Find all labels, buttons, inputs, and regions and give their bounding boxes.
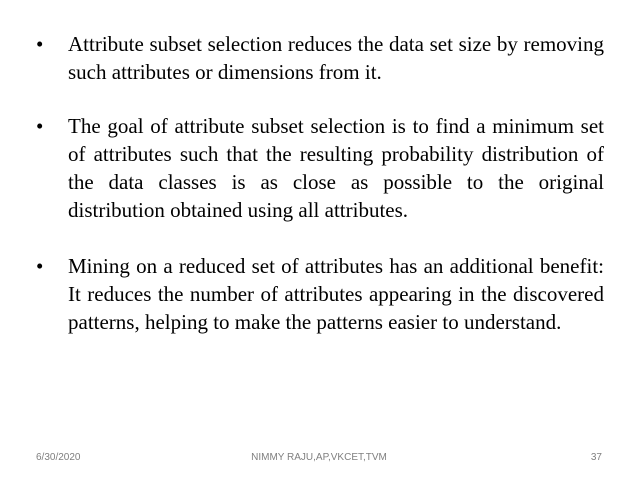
bullet-text: Mining on a reduced set of attributes has an additional benefit: It reduces the number of attributes appearing in the discovered patterns, helping to make the patterns easier to understand.: [68, 254, 604, 334]
bullet-item: [36, 30, 604, 86]
bullet-marker: •: [36, 114, 44, 138]
footer-author: NIMMY RAJU,AP,VKCET,TVM: [251, 452, 387, 463]
bullet-list: [36, 30, 604, 362]
bullet-item: [36, 252, 604, 336]
bullet-text: The goal of attribute subset selection is to find a minimum set of attributes such that the resulting probability distribution of the data classes is as close as possible to the original distribution obtained using all attributes.: [68, 114, 604, 222]
footer-page-number: 37: [590, 452, 602, 463]
bullet-marker: •: [36, 254, 44, 278]
bullet-item: [36, 112, 604, 224]
bullet-text: Attribute subset selection reduces the data set size by removing such attributes or dimensions from it.: [68, 32, 604, 84]
bullet-marker: •: [36, 32, 44, 56]
footer-date: 6/30/2020: [36, 452, 81, 463]
